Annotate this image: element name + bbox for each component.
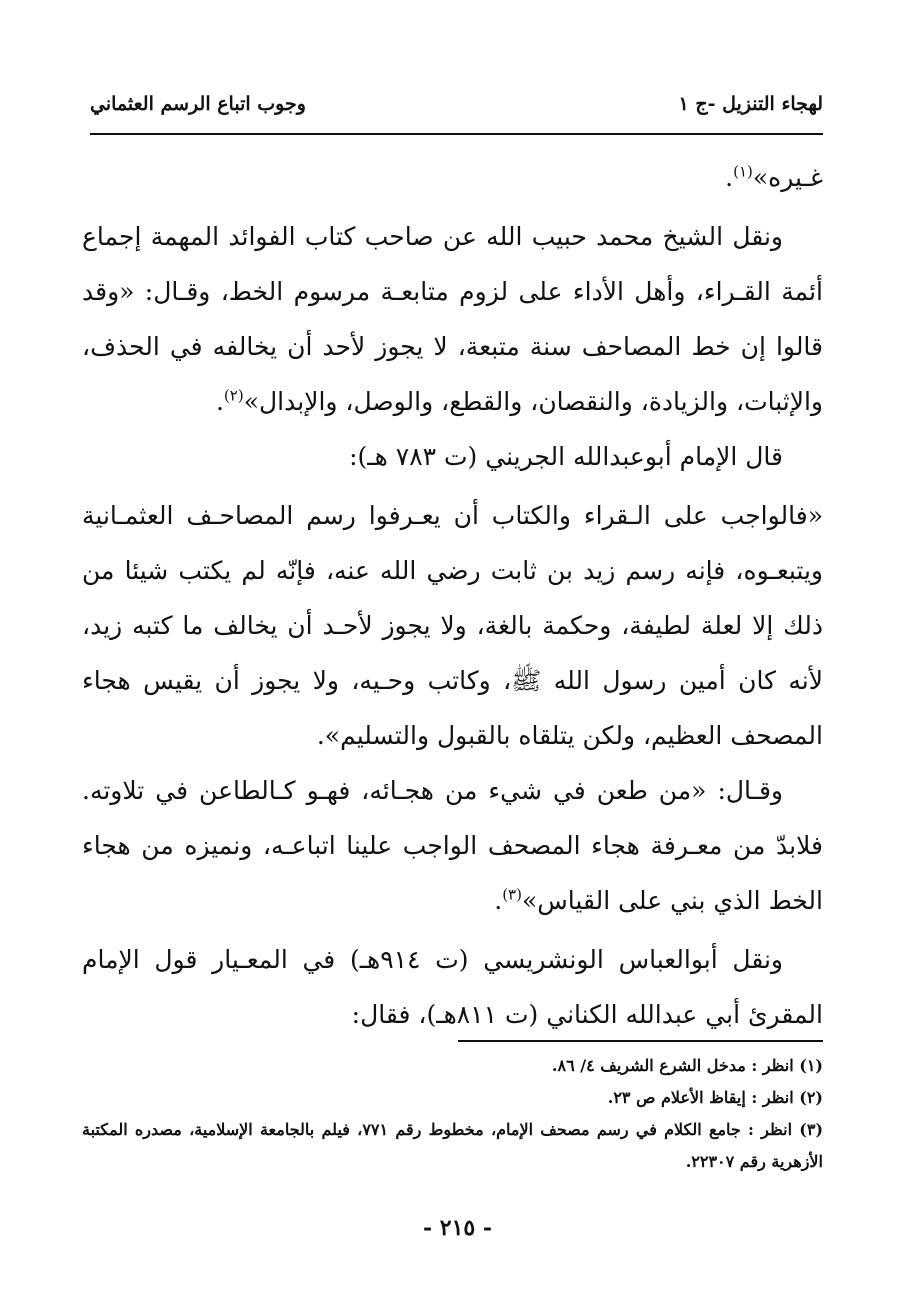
footnote-ref-2: (٢) bbox=[223, 386, 244, 405]
quote-paragraph: «فالواجب على الـقراء والكتاب أن يعـرفوا رسم المصاحـف العثمـانية ويتبعـوه، فإنه رسم زيد بن ثابت رضي الله عنه، فإنّه لم يكتب شيئا من ذلك إلا لعلة لطيفة، وحكمة بالغة، ولا يجوز لأحـد أن يخالف ما كتبه زيد، لأنه كان أمين رسول الله ﷺ، وكاتب وحـيه، ولا يجوز أن يقيس هجاء المصحف العظيم، ولكن يتلقاه بالقبول والتسليم». bbox=[82, 501, 823, 750]
header-book-title: لهجاء التنزيل -ج ١ bbox=[678, 93, 823, 115]
paragraph-1: غـيره»$^{(١)}$. bbox=[725, 162, 823, 192]
paragraph-5: وقـال: «من طعن في شيء من هجـائه، فهـو كـالطاعن في تلاوته. فلابدّ من معـرفة هجاء المصحف الواجب علينا اتباعـه، ونميزه من هجاء الخط الذي بني على القياس»$^{(٣)}$. bbox=[82, 776, 823, 915]
footnote-ref-3: (٣) bbox=[502, 885, 522, 904]
paragraph-6: ونقل أبوالعباس الونشريسي (ت ٩١٤هـ) في المعـيار قول الإمام المقرئ أبي عبدالله الكناني (ت ٨١١هـ)، فقال: bbox=[82, 945, 823, 1029]
footnote-divider bbox=[458, 1040, 823, 1042]
footnote-ref-1: (١) bbox=[733, 162, 753, 181]
footnote-1: (١) انظر : مدخل الشرع الشريف ٤/ ٨٦. bbox=[551, 1056, 823, 1075]
page-number: - ٢١٥ - bbox=[422, 1215, 493, 1241]
footnotes bbox=[82, 1050, 823, 1178]
footnote-3: (٣) انظر : جامع الكلام في رسم مصحف الإمام، مخطوط رقم ٧٧١، فيلم بالجامعة الإسلامية، مصدره المكتبة الأزهرية رقم ٢٢٣٠٧. bbox=[82, 1120, 824, 1171]
header-chapter-title: وجوب اتباع الرسم العثماني bbox=[90, 93, 306, 115]
paragraph-3: قال الإمام أبوعبدالله الجريني (ت ٧٨٣ هـ): bbox=[349, 442, 783, 471]
running-header bbox=[90, 86, 823, 122]
footnote-2: (٢) انظر : إيقاظ الأعلام ص ٢٣. bbox=[607, 1088, 823, 1107]
main-text bbox=[82, 150, 823, 1042]
header-divider bbox=[90, 133, 823, 135]
paragraph-2: ونقل الشيخ محمد حبيب الله عن صاحب كتاب الفوائد المهمة إجماع أئمة القـراء، وأهل الأداء على لزوم متابعـة مرسوم الخط، وقـال: «وقد قالوا إن خط المصاحف سنة متبعة، لا يجوز لأحد أن يخالفه في الحذف، والإثبات، والزيادة، والنقصان، والقطع، والوصل، والإبدال»$^{(٢)}$. bbox=[82, 222, 823, 416]
